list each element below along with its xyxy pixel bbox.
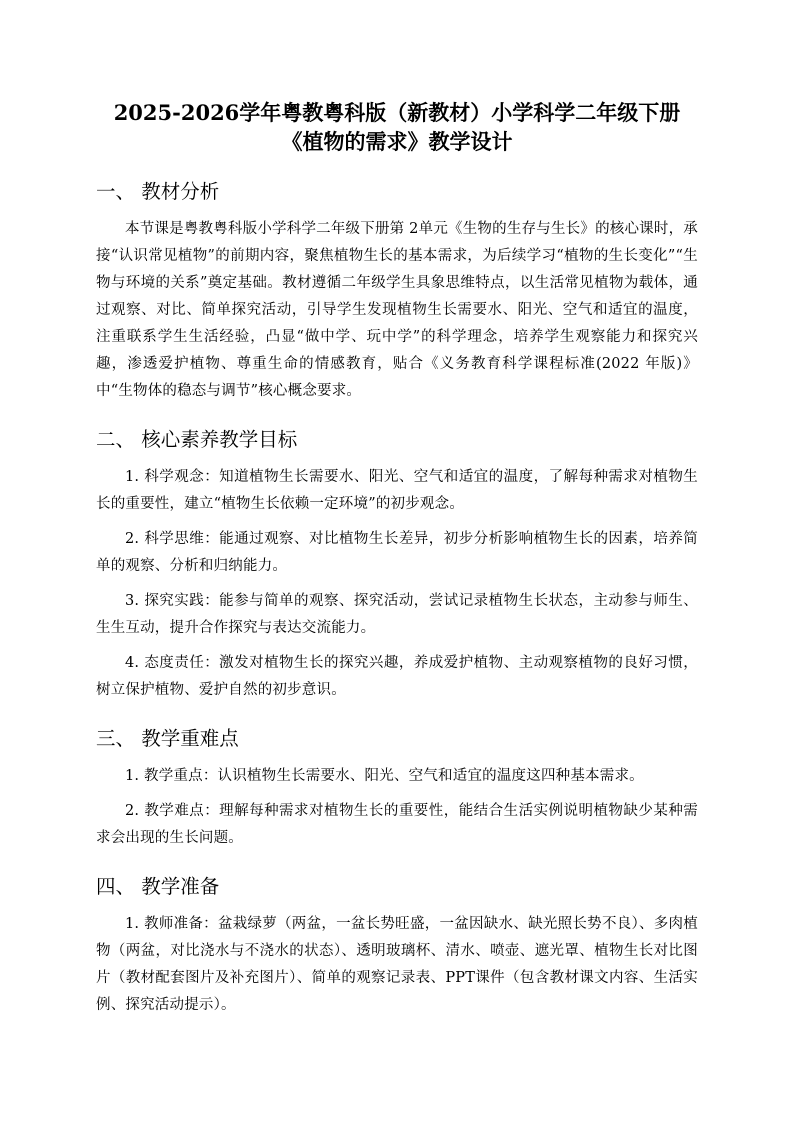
document-title: 2025-2026学年粤教粤科版（新教材）小学科学二年级下册《植物的需求》教学设计	[113, 100, 681, 154]
difficult-point-item: 2. 教学难点：理解每种需求对植物生长的重要性，能结合生活实例说明植物缺少某种需求会出现的生长问题。	[96, 803, 698, 846]
section-textbook-analysis	[96, 178, 698, 405]
section-core-goals	[96, 426, 698, 704]
key-point-item: 1. 教学重点：认识植物生长需要水、阳光、空气和适宜的温度这四种基本需求。	[125, 768, 644, 784]
textbook-analysis-paragraph: 本节课是粤教粤科版小学科学二年级下册第 2单元《生物的生存与生长》的核心课时，承接“认识常见植物”的前期内容，聚焦植物生长的基本需求，为后续学习“植物的生长变化”“生物与环境的关系”奠定基础。教材遵循二年级学生具象思维特点，以生活常见植物为载体，通过观察、对比、简单探究活动，引导学生发现植物生长需要水、阳光、空气和适宜的温度，注重联系学生生活经验，凸显“做中学、玩中学”的科学理念，培养学生观察能力和探究兴趣，渗透爱护植物、尊重生命的情感教育，贴合《义务教育科学课程标准(2022 年版)》中“生物体的稳态与调节”核心概念要求。	[96, 221, 698, 399]
goal-item-attitude-responsibility: 4. 态度责任：激发对植物生长的探究兴趣，养成爱护植物、主动观察植物的良好习惯，树立保护植物、爱护自然的初步意识。	[96, 655, 698, 698]
section-key-difficult-points	[96, 725, 698, 852]
section-teaching-preparation	[96, 873, 698, 1019]
goal-item-scientific-concept: 1. 科学观念：知道植物生长需要水、阳光、空气和适宜的温度，了解每种需求对植物生长的重要性，建立“植物生长依赖一定环境”的初步观念。	[96, 469, 698, 512]
teacher-preparation-item: 1. 教师准备：盆栽绿萝（两盆，一盆长势旺盛，一盆因缺水、缺光照长势不良）、多肉植物（两盆，对比浇水与不浇水的状态）、透明玻璃杯、清水、喷壶、遮光罩、植物生长对比图片（教材配套图片及补充图片）、简单的观察记录表、PPT课件（包含教材课文内容、生活实例、探究活动提示）。	[96, 916, 698, 1013]
section-heading-textbook-analysis: 一、 教材分析	[96, 180, 220, 203]
section-heading-teaching-preparation: 四、 教学准备	[96, 875, 220, 898]
goal-item-scientific-thinking: 2. 科学思维：能通过观察、对比植物生长差异，初步分析影响植物生长的因素，培养简单的观察、分析和归纳能力。	[96, 531, 698, 574]
goal-item-inquiry-practice: 3. 探究实践：能参与简单的观察、探究活动，尝试记录植物生长状态，主动参与师生、生生互动，提升合作探究与表达交流能力。	[96, 593, 698, 636]
section-heading-core-goals: 二、 核心素养教学目标	[96, 428, 298, 451]
section-heading-key-difficult-points: 三、 教学重难点	[96, 727, 239, 750]
